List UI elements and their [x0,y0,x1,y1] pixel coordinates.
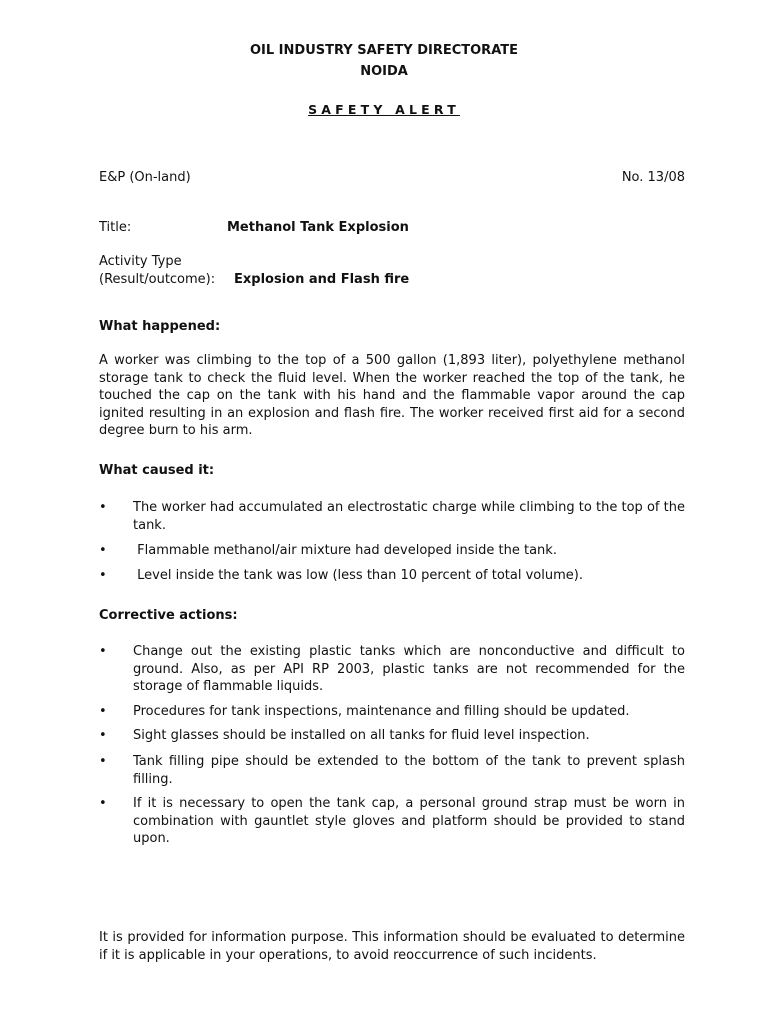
cause-item [99,567,685,585]
activity-value: Explosion and Flash fire [234,272,410,287]
cause-item-text: The worker had accumulated an electrostatic charge while climbing to the top of the tank. [133,500,685,533]
cause-item [99,499,685,534]
org-city: NOIDA [360,64,408,79]
bullet-icon: • [99,500,107,515]
corrective-item [99,727,685,745]
title-label: Title: [99,220,132,235]
what-happened-heading: What happened: [99,319,221,334]
activity-label-line2: (Result/outcome): [99,272,216,287]
bullet-icon: • [99,644,107,659]
bullet-icon: • [99,728,107,743]
corrective-heading: Corrective actions: [99,608,238,623]
corrective-item-text: Change out the existing plastic tanks which are nonconductive and difficult to ground. Also, as per API RP 2003, plastic tanks are not recommended for the storage of flammable liquids. [133,644,685,694]
cause-item-text: Level inside the tank was low (less than 10 percent of total volume). [133,568,583,583]
corrective-item-text: Sight glasses should be installed on all tanks for fluid level inspection. [133,728,590,743]
corrective-item [99,753,685,788]
corrective-item [99,703,685,721]
bullet-icon: • [99,568,107,583]
org-name: OIL INDUSTRY SAFETY DIRECTORATE [249,43,518,58]
activity-label-line1: Activity Type [99,254,182,269]
cause-item-text: Flammable methanol/air mixture had developed inside the tank. [133,543,557,558]
category-label: E&P (On-land) [99,170,191,185]
corrective-item-text: Procedures for tank inspections, maintenance and filling should be updated. [133,704,630,719]
what-happened-body: A worker was climbing to the top of a 500 gallon (1,893 liter), polyethylene methanol storage tank to check the fluid level. When the worker reached the top of the tank, he touched the cap on the tank with his hand and the flammable vapor around the cap ignited resulting in an explosion and flash fire. The worker received first aid for a second degree burn to his arm. [99,353,685,438]
footer-note: It is provided for information purpose. This information should be evaluated to determine if it is applicable in your operations, to avoid reoccurrence of such incidents. [99,930,685,963]
bullet-icon: • [99,796,107,811]
alert-number: No. 13/08 [621,170,685,185]
bullet-icon: • [99,704,107,719]
bullet-icon: • [99,543,107,558]
what-caused-heading: What caused it: [99,463,215,478]
title-value: Methanol Tank Explosion [227,220,409,235]
corrective-item [99,643,685,696]
alert-title: SAFETY ALERT [308,102,460,117]
corrective-item [99,795,685,848]
corrective-item-text: Tank filling pipe should be extended to the bottom of the tank to prevent splash filling. [133,754,685,787]
bullet-icon: • [99,754,107,769]
cause-item [99,542,685,560]
corrective-item-text: If it is necessary to open the tank cap, a personal ground strap must be worn in combination with gauntlet style gloves and platform should be provided to stand upon. [133,796,685,846]
